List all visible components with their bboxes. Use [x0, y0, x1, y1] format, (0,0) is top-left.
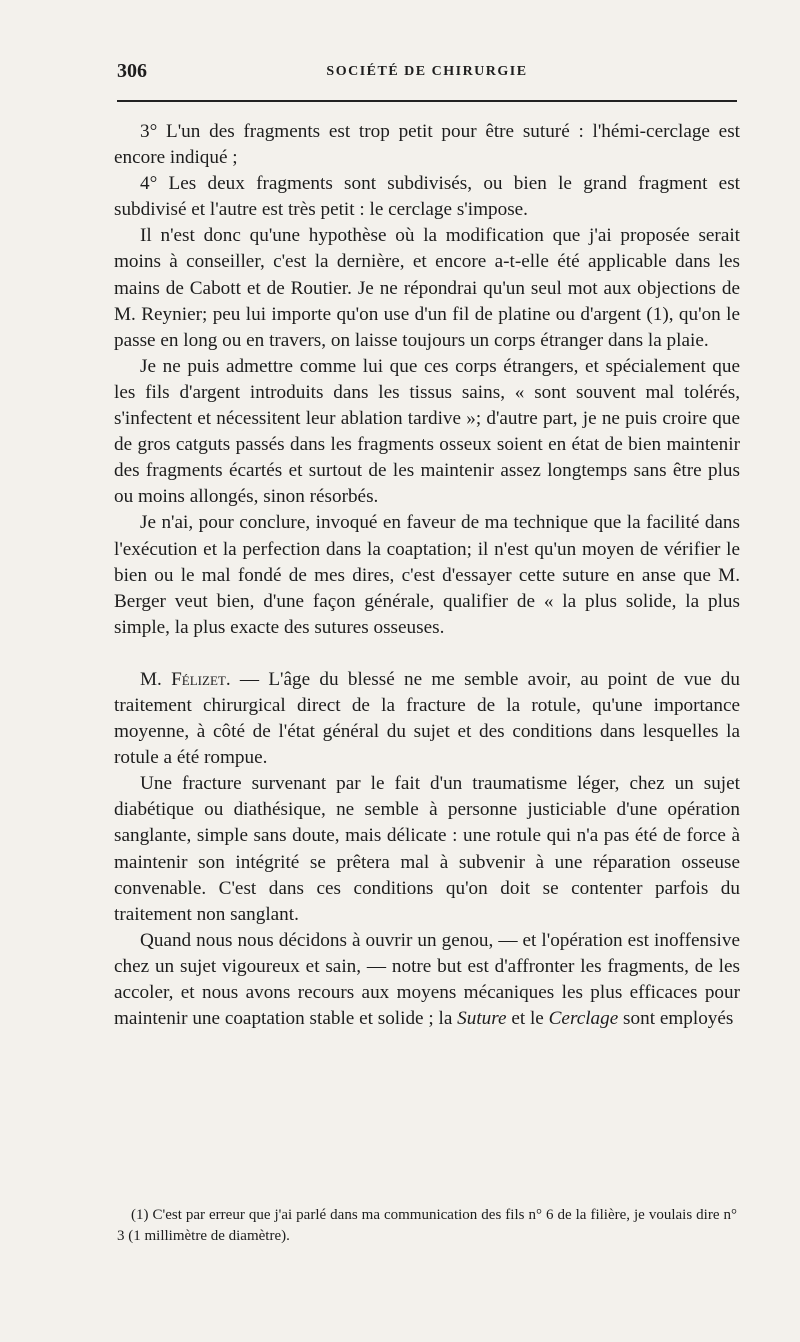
paragraph: 4° Les deux fragments sont subdivisés, ou bien le grand fragment est subdivisé et l'autre est très petit : le cerclage s'impose.: [114, 173, 740, 221]
page-number: 306: [117, 60, 147, 82]
last-paragraph: [114, 928, 740, 1032]
text-run: et le: [506, 1008, 549, 1030]
felizet-paragraph: [114, 667, 740, 771]
header-rule: [117, 100, 737, 102]
running-title: SOCIÉTÉ DE CHIRURGIE: [326, 64, 528, 79]
text-run: Quand nous nous décidons à ouvrir un genou, — et l'opération est inoffensive chez un sujet vigoureux et sain, — notre but est d'affronter les fragments, de les accoler, et nous avons recours aux moyens mécaniques les plus efficaces pour maintenir une coaptation stable et solide ; la: [114, 929, 740, 1030]
paragraph: 3° L'un des fragments est trop petit pour être suturé : l'hémi-cerclage est encore indiqué ;: [114, 121, 740, 169]
paragraph: Il n'est donc qu'une hypothèse où la modification que j'ai proposée serait moins à conseiller, c'est la dernière, et encore a-t-elle été applicable dans les mains de Cabott et de Routier. Je ne répondrai qu'un seul mot aux objections de M. Reynier; peu lui importe qu'on use d'un fil de platine ou d'argent (1), qu'on le passe en long ou en travers, on laisse toujours un corps étranger dans la plaie.: [114, 225, 740, 351]
italic-term: Suture: [457, 1008, 507, 1030]
text-run: sont employés: [618, 1008, 734, 1030]
footnote: (1) C'est par erreur que j'ai parlé dans ma communication des fils n° 6 de la filière, je voulais dire n° 3 (1 millimètre de diamètre).: [117, 1207, 737, 1244]
page-header: [117, 60, 737, 86]
paragraph: Je n'ai, pour conclure, invoqué en faveur de ma technique que la facilité dans l'exécution et la perfection dans la coaptation; il n'est qu'un moyen de vérifier le bien ou le mal fondé de mes dires, c'est d'essayer cette suture en anse que M. Berger veut bien, d'une façon générale, qualifier de « la plus solide, la plus simple, la plus exacte des sutures osseuses.: [114, 512, 740, 638]
felizet-text: — L'âge du blessé ne me semble avoir, au point de vue du traitement chirurgical direct de la fracture de la rotule, qu'une importance moyenne, à côté de l'état général du sujet et des conditions dans lesquelles la rotule a été rompue.: [114, 668, 740, 769]
italic-term: Cerclage: [548, 1008, 619, 1030]
speaker-name: M. Félizet.: [140, 668, 231, 690]
body-text: [114, 119, 740, 1032]
paragraph: Je ne puis admettre comme lui que ces corps étrangers, et spécialement que les fils d'argent introduits dans les tissus sains, « sont souvent mal tolérés, s'infectent et nécessitent leur ablation tardive »; d'autre part, je ne puis croire que de gros catguts passés dans les fragments osseux soient en état de bien maintenir des fragments écartés et surtout de les maintenir assez longtemps sans être plus ou moins allongés, sinon résorbés.: [114, 355, 740, 508]
paragraph: Une fracture survenant par le fait d'un traumatisme léger, chez un sujet diabétique ou diathésique, ne semble à personne justiciable d'une opération sanglante, simple sans doute, mais délicate : une rotule qui n'a pas été de force à maintenir son intégrité se prêtera mal à subvenir à une réparation osseuse convenable. C'est dans ces conditions qu'on doit se contenter parfois du traitement non sanglant.: [114, 773, 740, 925]
